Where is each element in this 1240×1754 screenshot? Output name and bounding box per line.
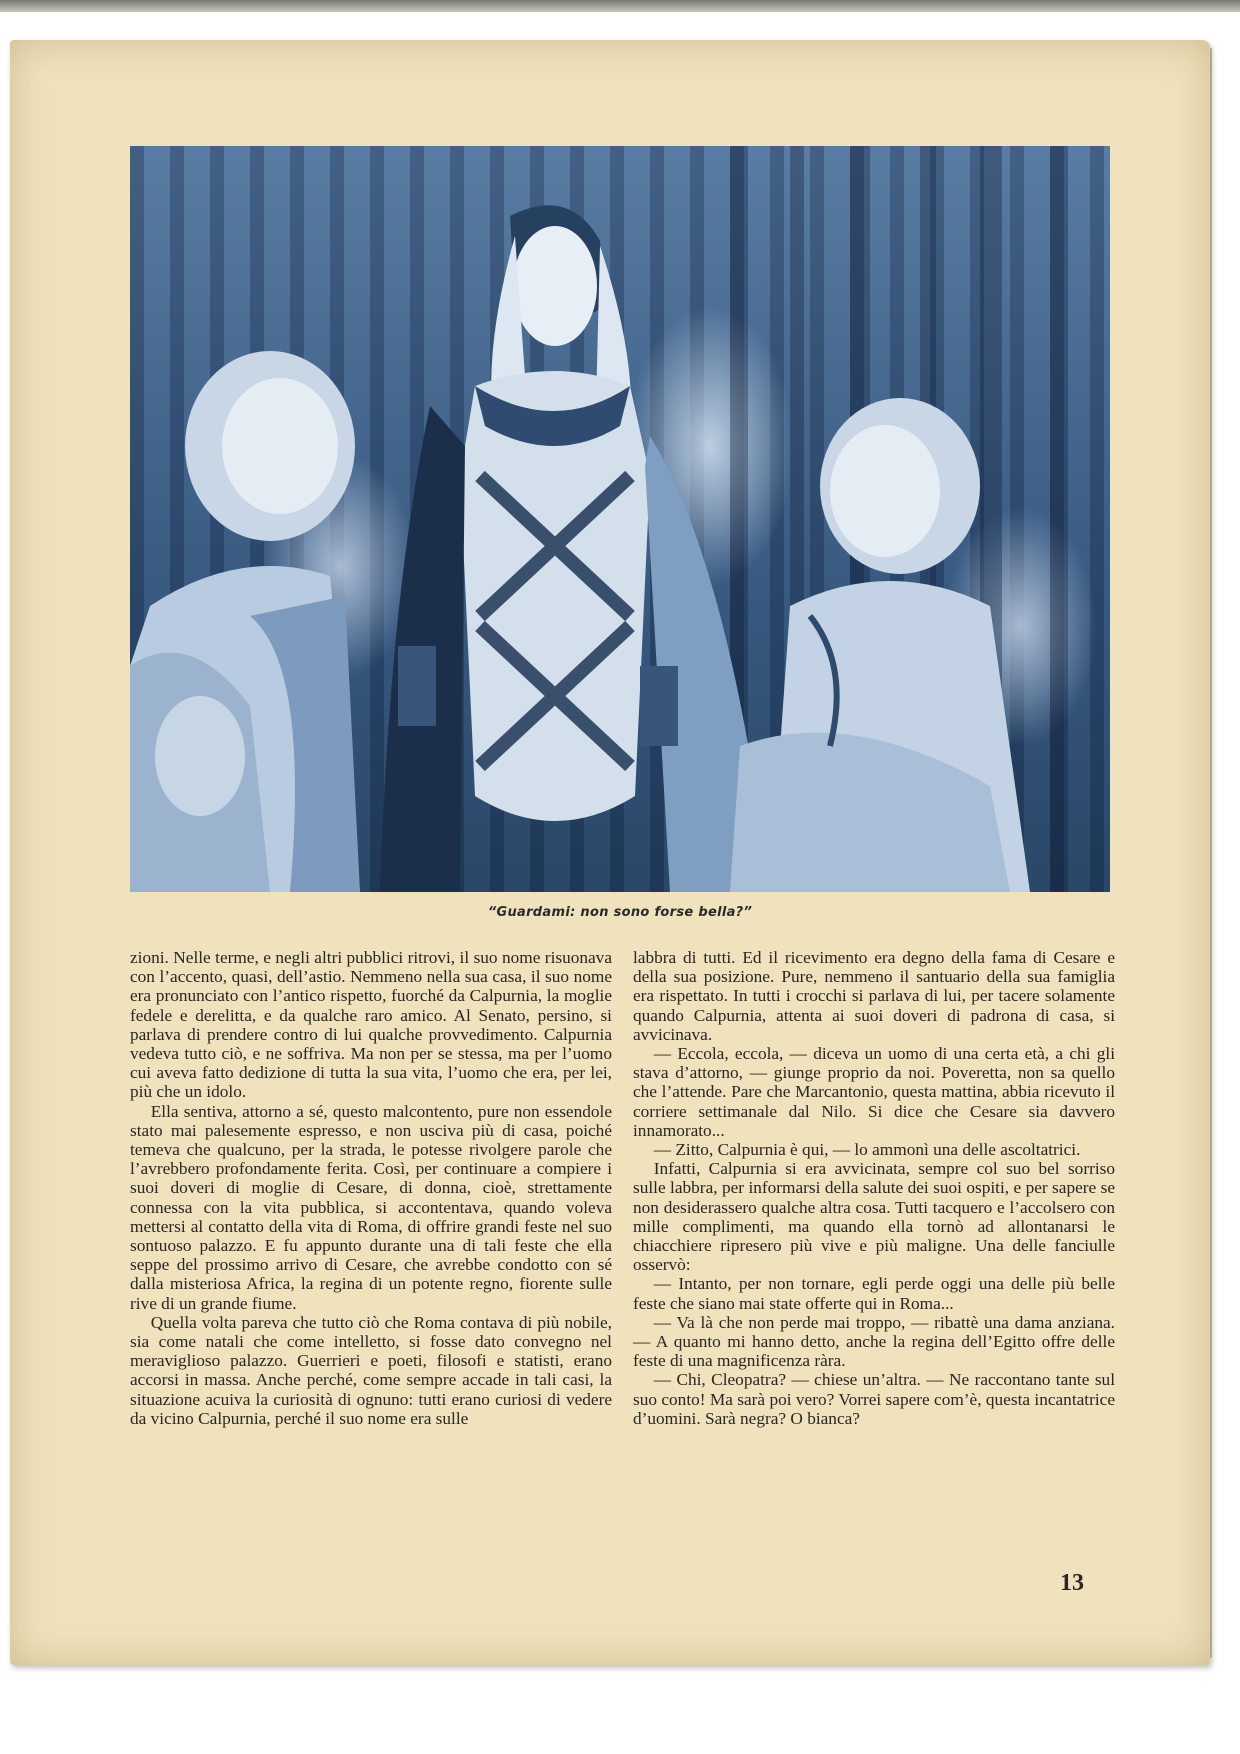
film-still-photo (130, 146, 1110, 892)
paragraph: Quella volta pareva che tutto ciò che Roma contava di più nobile, sia come natali che come intelletto, si fosse dato convegno nel meraviglioso palazzo. Guerrieri e poeti, filosofi e statisti, erano accorsi in massa. Anche perché, come sempre accade in tali casi, la situazione acuiva la curiosità di ognuno: tutti erano curiosi di vedere da vicino Calpurnia, perché il suo nome era sulle (130, 1312, 612, 1428)
photo-caption: “Guardami: non sono forse bella?” (487, 905, 753, 920)
page-number: 13 (1060, 1570, 1084, 1596)
paragraph: — Zitto, Calpurnia è qui, — lo ammonì una delle ascoltatrici. (653, 1140, 1081, 1160)
center-figure (380, 205, 770, 892)
paragraph: zioni. Nelle terme, e negli altri pubblici ritrovi, il suo nome risuonava con l’accento, quasi, dell’astio. Nemmeno nella sua casa, il suo nome era pronunciato con l’antico rispetto, fuorché da Calpurnia, la moglie fedele e derelitta, e da qualche raro amico. Al Senato, persino, si parlava di prendere contro di lui qualche provvedimento. Calpurnia vedeva tutto ciò, e ne soffriva. Ma non per se stessa, ma per l’uomo cui aveva fatto dedizione di tutta la sua vita, l’uomo che era, per lei, più che un idolo. (130, 948, 612, 1102)
scan-top-edge (0, 0, 1240, 12)
paragraph: — Eccola, eccola, — diceva un uomo di una certa età, a chi gli stava d’attorno, — giunge proprio da noi. Poveretta, non sa quello che l’attende. Pare che Marcantonio, questa mattina, abbia ricevuto il corriere settimanale dal Nilo. Si dice che Cesare sia davvero innamorato... (633, 1044, 1115, 1140)
paragraph: Infatti, Calpurnia si era avvicinata, sempre col suo bel sorriso sulle labbra, per informarsi della salute dei suoi ospiti, e per sapere se non desiderassero qualche altra cosa. Tutti tacquero e l’accolsero con mille complimenti, ma quando ella tornò ad allontanarsi le chiacchiere ripresero più vive e più maligne. Una delle fanciulle osservò: (633, 1159, 1115, 1275)
paragraph: — Chi, Cleopatra? — chiese un’altra. — Ne raccontano tante sul suo conto! Ma sarà poi vero? Vorrei sapere com’è, questa incantatrice d’uomini. Sarà negra? O bianca? (633, 1370, 1115, 1428)
paragraph: labbra di tutti. Ed il ricevimento era degno della fama di Cesare e della sua posizione. Pure, nemmeno il santuario della sua famiglia era rispettato. In tutti i crocchi si parlava di lui, per tacere solamente quando Calpurnia, attenta ai suoi doveri di padrona di casa, si avvicinava. (633, 948, 1115, 1044)
paragraph: — Intanto, per non tornare, egli perde oggi una delle più belle feste che siano mai state offerte qui in Roma... (633, 1274, 1115, 1313)
text-column-left (130, 948, 612, 1428)
paragraph: Ella sentiva, attorno a sé, questo malcontento, pure non essendole stato mai palesemente espresso, e non usciva più di casa, poiché temeva che qualcuno, per la strada, le potesse rivolgere parole che l’avrebbero profondamente ferita. Così, per continuare a compiere i suoi doveri di moglie di Cesare, di donna, cioè, strettamente connessa con la vita pubblica, si accontentava, quando voleva mettersi al contatto della vita di Roma, di offrire grandi feste nel suo sontuoso palazzo. E fu appunto durante una di tali feste che ella seppe del prossimo arrivo di Cesare, che avrebbe condotto con sé dalla misteriosa Africa, la regina di un potente regno, fiorente sulle rive di un grande fiume. (130, 1101, 612, 1313)
paragraph: — Va là che non perde mai troppo, — ribattè una dama anziana. — A quanto mi hanno detto, anche la regina dell’Egitto offre delle feste di una magnificenza ràra. (633, 1312, 1115, 1371)
photo-figures (130, 146, 1110, 892)
text-column-right (633, 948, 1115, 1428)
left-figure (130, 351, 360, 892)
